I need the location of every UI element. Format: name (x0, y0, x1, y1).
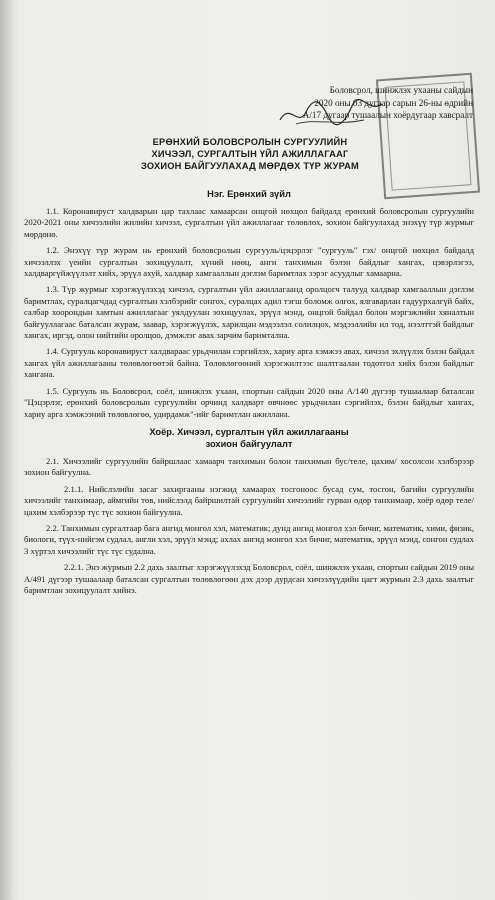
header-line-2: 2020 оны 03 дугаар сарын 26-ны өдрийн (314, 97, 473, 108)
paragraph-2-2-1: 2.2.1. Энэ журмын 2.2 дахь заалтыг хэрэгжүүлэхэд Боловсрол, соёл, шинжлэх ухаан, спортын сайдын 2019 оны А/491 дүгээр тушаалаар баталсан сургалтын төлөвлөгөөн дэх дээр дурдсан хичээлүүдийн цагт журмын 2.3 дахь заалтыг баримтлан зохицуулалт хийнэ. (24, 562, 474, 595)
title-line-3: ЗОХИОН БАЙГУУЛАХАД МӨРДӨХ ТҮР ЖУРАМ (140, 161, 360, 171)
page-edge-shadow (0, 0, 14, 900)
section-2-heading (24, 426, 474, 450)
title-line-2: ХИЧЭЭЛ, СУРГАЛТЫН ҮЙЛ АЖИЛЛАГААГ (151, 149, 349, 159)
section-2-heading-line-2: зохион байгуулалт (205, 438, 293, 449)
paragraph-2-1: 2.1. Хичээлийг сургуулийн байршлаас хамаарч танхимын болон танхимын бус/теле, цахим/ хосолсон хэлбэрээр зохион байгуулна. (24, 455, 474, 478)
paragraph-1-2: 1.2. Энэхүү түр журам нь ерөнхий боловсролын сургууль/цэцэрлэг "сургууль" гэх/ онцгой нөхцөл байдалд хичээллэх үеийн сургалтын зохицуулалт, хүний нөөц, анги танхимын бэлэн байдлыг хангах, цэвэрлэгээ, халдваргүйжүүлэлт хийх, эрүүл ахуй, халдвар хамгааллын дэглэм баримтлах зэрэг асуудлыг хамаарна. (24, 245, 474, 279)
title-line-1: ЕРӨНХИЙ БОЛОВСРОЛЫН СУРГУУЛИЙН (152, 137, 348, 147)
paragraph-2-1-1: 2.1.1. Нийслэлийн засаг захиргааны нэгжид хамаарах тосгоноос бусад сум, тосгон, багийн сургуулийн хичээлийг танхимаар, аймгийн төв, нийслэлд байршилтай сургуулийн хичээлийг гурван өдөр танхимаар, хоёр өдөр теле/цахим хэлбэрээр түс түс зохион байгуулна. (24, 483, 474, 517)
paragraph-1-1: 1.1. Коронавируст халдварын цар тахлаас хамаарсан онцгой нөхцөл байдалд ерөнхий боловсролын сургуулийн 2020-2021 оны хичээлийн жилийн хичээл, сургалтын үйл ажиллагааг төлөвлөх, зохион байгуулахад энэхүү түр журмыг мөрдөнө. (24, 206, 474, 239)
section-2-heading-line-1: Хоёр. Хичээл, сургалтын үйл ажиллагааны (149, 426, 349, 437)
document-body (24, 188, 474, 601)
paragraph-1-4: 1.4. Сургууль коронавируст халдвараас урьдчилан сэргийлэх, хариу арга хэмжээ авах, хичээл эхлүүлэх бэлэн байдал хангах үйл ажиллагааны төлөвлөгөөтэй байна. Төлөвлөгөөний хэрэгжилтээс шалтгаалан тодотгол хийх бэлэн байдлыг хангана. (24, 346, 474, 380)
attachment-header (218, 84, 473, 122)
header-line-3: А/17 дугаар тушаалын хоёрдугаар хавсралт (302, 110, 473, 120)
paragraph-2-2: 2.2. Танхимын сургалтаар бага ангид монгол хэл, математик; дунд ангид монгол хэл бичиг, математик, хими, физик, биологи, түүх-нийгэм судлал, англи хэл, эрүүл мэнд; ахлах ангид монгол хэл бичиг, математик, эрүүл мэнд, сонгон судлах 3 хүртэл хичээлийг түс түс судална. (24, 522, 474, 556)
document-title (100, 136, 400, 172)
section-1-heading: Нэг. Ерөнхий зүйл (207, 189, 291, 199)
header-line-1: Боловсрол, шинжлэх ухааны сайдын (329, 85, 473, 95)
paragraph-1-3: 1.3. Түр журмыг хэрэгжүүлэхэд хичээл, сургалтын үйл ажиллагаанд оролцогч талууд халдвар хамгааллын дэглэм баримтлах, суралцагчдад сургалтын хэлбэрийг сонгох, суралцах адил тэгш боломж олгох, ялгаварлан гадуурхалгүй байх, салбар хоорондын хамтын ажиллагааг уялдуулан зохицуулах, эрүүл мэнд, онцгой байдал болон мэргэжлийн хяналтын байгууллагаас баталсан журам, заавар, хэрэгжүүлэх, харилцан мэдээлэл солилцох, мэдээллийн ил тод, нээлттэй байдлыг хангах, иргэд, олон нийтийн оролцоо, дэмжлэг авах зарчим баримтална. (24, 284, 474, 341)
paragraph-1-5: 1.5. Сургууль нь Боловсрол, соёл, шинжлэх ухаан, спортын сайдын 2020 оны А/140 дүгээр тушаалаар баталсан "Цэцэрлэг, ерөнхий боловсролын сургуулийн орчинд халдварт өвчнөөс урьдчилан сэргийлэх, бэлэн байдлыг хангах, хариу арга хэмжээний төлөвлөгөө, удирдамж"-ийг баримтлан ажиллана. (24, 385, 474, 419)
